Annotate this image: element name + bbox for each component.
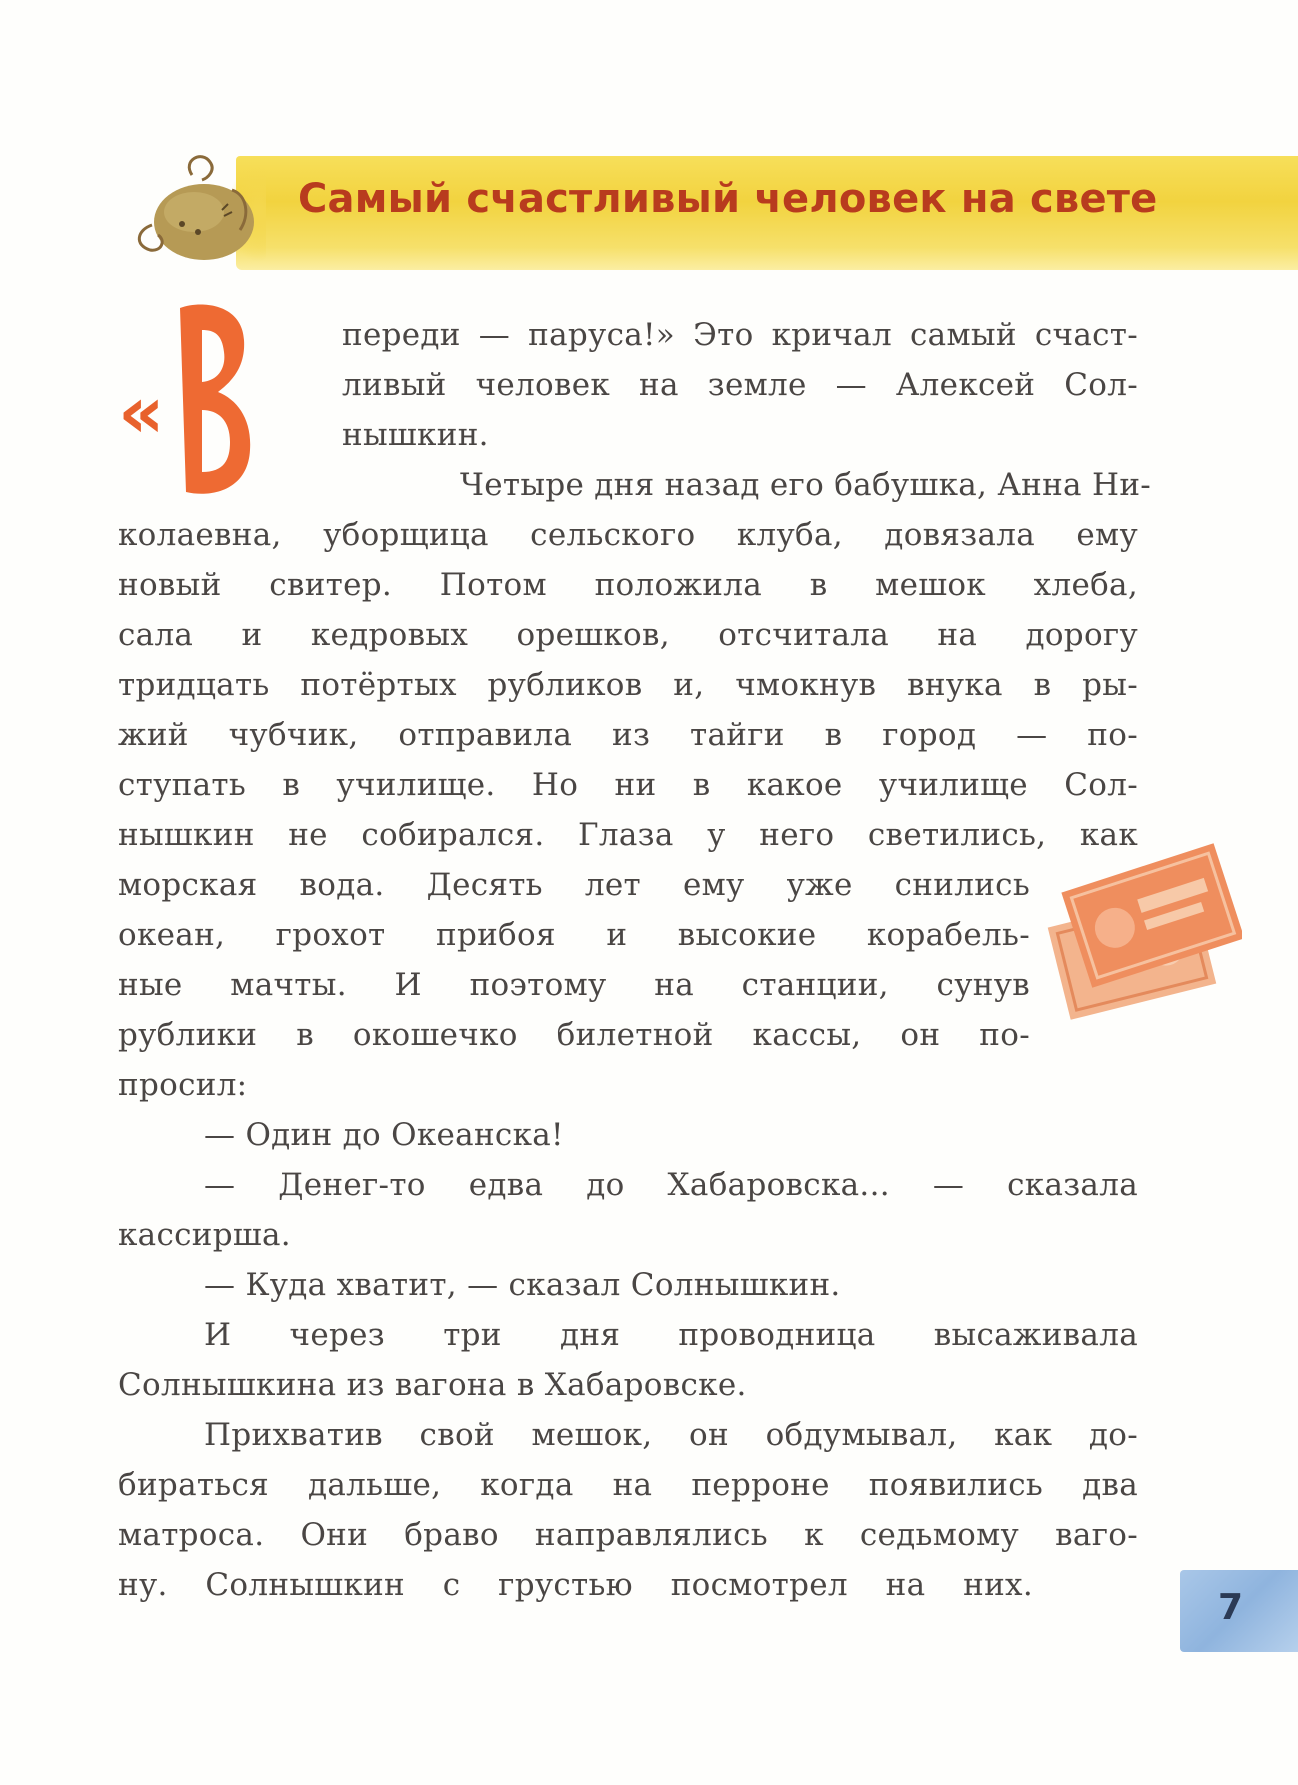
text-line: — Один до Океанска!	[204, 1117, 564, 1153]
text-line: просил:	[118, 1067, 248, 1103]
text-line: сала и кедровых орешков, отсчитала на дорогу	[118, 617, 1138, 653]
opening-quote: «	[118, 370, 165, 454]
text-line: матроса. Они браво направлялись к седьмому ваго-	[118, 1517, 1138, 1553]
text-line: ступать в училище. Но ни в какое училище Сол-	[118, 767, 1138, 803]
text-line: жий чубчик, отправила из тайги в город — по-	[118, 717, 1138, 753]
text-line: колаевна, уборщица сельского клуба, довязала ему	[118, 517, 1138, 553]
text-line: ливый человек на земле — Алексей Сол-	[342, 367, 1138, 403]
banknotes-illustration	[1046, 835, 1242, 1065]
text-line: нышкин.	[342, 417, 489, 453]
text-line: ные мачты. И поэтому на станции, сунув	[118, 967, 1030, 1003]
text-line: кассирша.	[118, 1217, 291, 1253]
text-line: ну. Солнышкин с грустью посмотрел на них.	[118, 1567, 1033, 1603]
text-line: — Куда хватит, — сказал Солнышкин.	[204, 1267, 841, 1303]
text-line: Солнышкина из вагона в Хабаровске.	[118, 1367, 747, 1403]
text-line: бираться дальше, когда на перроне появились два	[118, 1467, 1138, 1503]
sack-icon	[132, 140, 262, 270]
text-line: — Денег-то едва до Хабаровска... — сказала	[204, 1167, 1138, 1203]
page-title: Самый счастливый человек на свете	[298, 176, 1158, 222]
text-line: нышкин не собирался. Глаза у него светились, как	[118, 817, 1138, 853]
page-number: 7	[1218, 1587, 1244, 1628]
text-line: океан, грохот прибоя и высокие корабель-	[118, 917, 1030, 953]
text-line: переди — паруса!» Это кричал самый счаст-	[342, 317, 1138, 353]
text-line: И через три дня проводница высаживала	[204, 1317, 1138, 1353]
text-line: тридцать потёртых рубликов и, чмокнув внука в ры-	[118, 667, 1138, 703]
text-line: морская вода. Десять лет ему уже снились	[118, 867, 1030, 903]
text-line: новый свитер. Потом положила в мешок хлеба,	[118, 567, 1138, 603]
text-line: рублики в окошечко билетной кассы, он по-	[118, 1017, 1030, 1053]
text-line: Четыре дня назад его бабушка, Анна Ни-	[460, 467, 1152, 503]
story-text	[118, 310, 1152, 1610]
text-line: Прихватив свой мешок, он обдумывал, как до-	[204, 1417, 1138, 1453]
